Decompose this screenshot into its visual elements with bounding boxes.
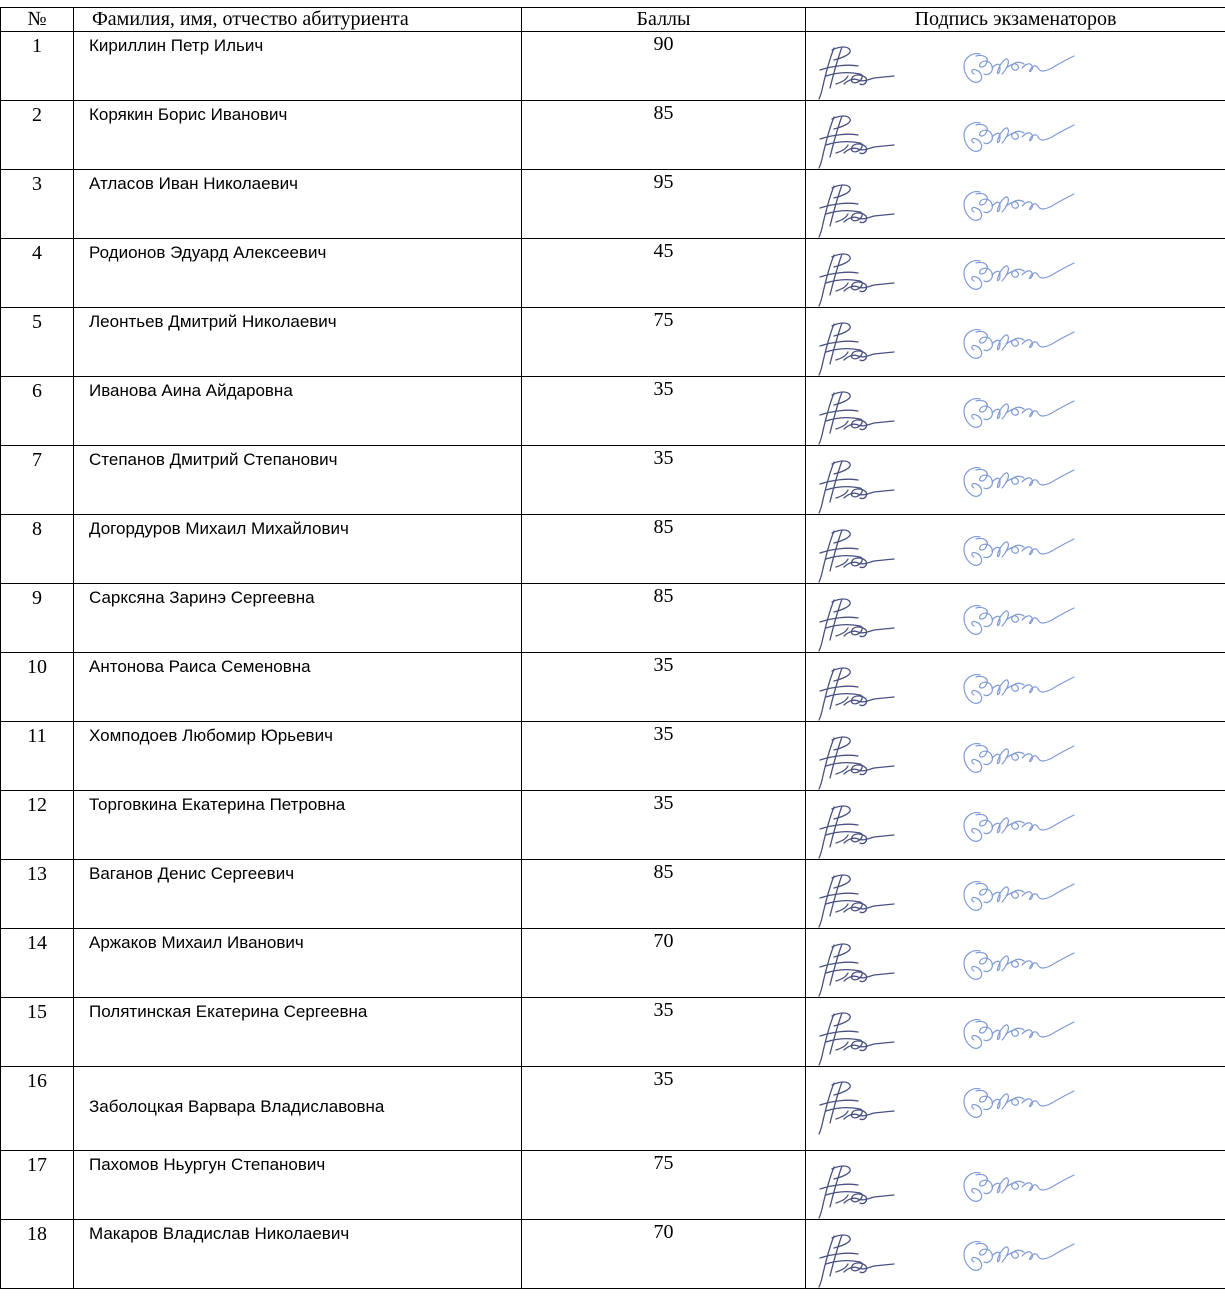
row-number: 2: [1, 101, 74, 170]
signature-examiner-1-icon: [812, 44, 896, 100]
applicant-score: 85: [522, 860, 806, 929]
applicant-name: Степанов Дмитрий Степанович: [74, 446, 522, 515]
applicant-score: 85: [522, 584, 806, 653]
signature-examiner-1-icon: [812, 596, 896, 652]
applicant-name: Иванова Аина Айдаровна: [74, 377, 522, 446]
examiner-signatures: [806, 170, 1225, 239]
table-row: [1, 653, 1225, 722]
signature-examiner-2-icon: [958, 1081, 1078, 1125]
applicant-name: Заболоцкая Варвара Владиславовна: [74, 1067, 522, 1151]
examiner-signatures: [806, 101, 1225, 170]
applicant-name: Макаров Владислав Николаевич: [74, 1220, 522, 1289]
signature-group: [806, 170, 1225, 239]
signature-group: [806, 446, 1225, 515]
signature-examiner-2-icon: [958, 322, 1078, 366]
signature-examiner-2-icon: [958, 115, 1078, 159]
applicant-name: Торговкина Екатерина Петровна: [74, 791, 522, 860]
signature-examiner-1-icon: [812, 389, 896, 445]
table-row: [1, 1220, 1225, 1289]
examiner-signatures: [806, 308, 1225, 377]
applicant-name: Догордуров Михаил Михайлович: [74, 515, 522, 584]
table-row: [1, 446, 1225, 515]
applicant-score: 75: [522, 1151, 806, 1220]
applicant-score: 95: [522, 170, 806, 239]
applicant-name: Сарксяна Заринэ Сергеевна: [74, 584, 522, 653]
row-number: 16: [1, 1067, 74, 1151]
applicant-score: 35: [522, 446, 806, 515]
applicant-score: 70: [522, 929, 806, 998]
signature-examiner-2-icon: [958, 736, 1078, 780]
row-number: 14: [1, 929, 74, 998]
applicant-score: 35: [522, 377, 806, 446]
signature-examiner-2-icon: [958, 1234, 1078, 1278]
table-body: [1, 32, 1225, 1289]
table-row: [1, 308, 1225, 377]
row-number: 15: [1, 998, 74, 1067]
applicant-score: 35: [522, 1067, 806, 1151]
examiner-signatures: [806, 32, 1225, 101]
table-row: [1, 998, 1225, 1067]
applicant-name: Полятинская Екатерина Сергеевна: [74, 998, 522, 1067]
signature-examiner-2-icon: [958, 1012, 1078, 1056]
row-number: 8: [1, 515, 74, 584]
examiner-signatures: [806, 929, 1225, 998]
table-row: [1, 377, 1225, 446]
signature-group: [806, 308, 1225, 377]
applicant-score: 35: [522, 791, 806, 860]
applicant-name: Пахомов Ньургун Степанович: [74, 1151, 522, 1220]
signature-group: [806, 791, 1225, 860]
signature-examiner-2-icon: [958, 253, 1078, 297]
signature-examiner-1-icon: [812, 458, 896, 514]
examiner-signatures: [806, 1151, 1225, 1220]
signature-examiner-2-icon: [958, 598, 1078, 642]
table-row: [1, 32, 1225, 101]
header-number: №: [1, 8, 74, 32]
signature-group: [806, 929, 1225, 998]
table-row: [1, 515, 1225, 584]
examiner-signatures: [806, 653, 1225, 722]
signature-examiner-2-icon: [958, 667, 1078, 711]
signature-group: [806, 653, 1225, 722]
applicant-score: 70: [522, 1220, 806, 1289]
signature-group: [806, 860, 1225, 929]
examiner-signatures: [806, 860, 1225, 929]
applicant-score: 85: [522, 515, 806, 584]
examiner-signatures: [806, 515, 1225, 584]
applicant-name: Родионов Эдуард Алексеевич: [74, 239, 522, 308]
examiner-signatures: [806, 446, 1225, 515]
table-row: [1, 722, 1225, 791]
signature-group: [806, 1220, 1225, 1289]
examiner-signatures: [806, 998, 1225, 1067]
header-signature: Подпись экзаменаторов: [806, 8, 1225, 32]
applicant-name: Корякин Борис Иванович: [74, 101, 522, 170]
table-row: [1, 170, 1225, 239]
examiner-signatures: [806, 377, 1225, 446]
signature-group: [806, 584, 1225, 653]
signature-examiner-1-icon: [812, 734, 896, 790]
signature-examiner-2-icon: [958, 805, 1078, 849]
signature-examiner-1-icon: [812, 1010, 896, 1066]
row-number: 1: [1, 32, 74, 101]
row-number: 6: [1, 377, 74, 446]
signature-group: [806, 101, 1225, 170]
signature-group: [806, 239, 1225, 308]
applicant-score: 35: [522, 653, 806, 722]
row-number: 5: [1, 308, 74, 377]
signature-group: [806, 377, 1225, 446]
applicant-name: Ваганов Денис Сергеевич: [74, 860, 522, 929]
applicant-name: Атласов Иван Николаевич: [74, 170, 522, 239]
row-number: 11: [1, 722, 74, 791]
applicant-score: 35: [522, 722, 806, 791]
signature-examiner-2-icon: [958, 943, 1078, 987]
applicant-score: 90: [522, 32, 806, 101]
signature-examiner-2-icon: [958, 1165, 1078, 1209]
table-row: [1, 1151, 1225, 1220]
table-row: [1, 791, 1225, 860]
signature-group: [806, 1067, 1225, 1151]
signature-examiner-1-icon: [812, 1163, 896, 1219]
signature-examiner-1-icon: [812, 665, 896, 721]
examiner-signatures: [806, 722, 1225, 791]
examiner-signatures: [806, 791, 1225, 860]
applicant-name: Антонова Раиса Семеновна: [74, 653, 522, 722]
signature-examiner-2-icon: [958, 529, 1078, 573]
table-row: [1, 584, 1225, 653]
row-number: 13: [1, 860, 74, 929]
applicant-score: 45: [522, 239, 806, 308]
table-row: [1, 929, 1225, 998]
signature-examiner-2-icon: [958, 460, 1078, 504]
applicant-name: Хомподоев Любомир Юрьевич: [74, 722, 522, 791]
row-number: 12: [1, 791, 74, 860]
signature-examiner-1-icon: [812, 1232, 896, 1288]
signature-examiner-1-icon: [812, 251, 896, 307]
signature-group: [806, 515, 1225, 584]
table-row: [1, 1067, 1225, 1151]
applicant-score: 75: [522, 308, 806, 377]
table-row: [1, 239, 1225, 308]
row-number: 4: [1, 239, 74, 308]
examiner-signatures: [806, 584, 1225, 653]
applicant-name: Кириллин Петр Ильич: [74, 32, 522, 101]
examiner-signatures: [806, 239, 1225, 308]
signature-examiner-2-icon: [958, 874, 1078, 918]
row-number: 3: [1, 170, 74, 239]
row-number: 18: [1, 1220, 74, 1289]
signature-examiner-1-icon: [812, 527, 896, 583]
applicant-name: Аржаков Михаил Иванович: [74, 929, 522, 998]
signature-examiner-2-icon: [958, 46, 1078, 90]
signature-group: [806, 32, 1225, 101]
signature-examiner-1-icon: [812, 941, 896, 997]
row-number: 7: [1, 446, 74, 515]
table-row: [1, 860, 1225, 929]
row-number: 10: [1, 653, 74, 722]
signature-examiner-1-icon: [812, 182, 896, 238]
applicant-score: 85: [522, 101, 806, 170]
signature-examiner-1-icon: [812, 320, 896, 376]
signature-examiner-2-icon: [958, 391, 1078, 435]
signature-examiner-1-icon: [812, 113, 896, 169]
header-score: Баллы: [522, 8, 806, 32]
signature-group: [806, 998, 1225, 1067]
signature-examiner-1-icon: [812, 803, 896, 859]
results-table: [0, 7, 1225, 1289]
signature-group: [806, 722, 1225, 791]
examiner-signatures: [806, 1067, 1225, 1151]
row-number: 17: [1, 1151, 74, 1220]
table-header-row: [1, 8, 1225, 32]
row-number: 9: [1, 584, 74, 653]
signature-examiner-1-icon: [812, 1079, 896, 1135]
signature-examiner-2-icon: [958, 184, 1078, 228]
signature-group: [806, 1151, 1225, 1220]
applicant-score: 35: [522, 998, 806, 1067]
examiner-signatures: [806, 1220, 1225, 1289]
applicant-name: Леонтьев Дмитрий Николаевич: [74, 308, 522, 377]
signature-examiner-1-icon: [812, 872, 896, 928]
table-row: [1, 101, 1225, 170]
header-name: Фамилия, имя, отчество абитуриента: [74, 8, 522, 32]
